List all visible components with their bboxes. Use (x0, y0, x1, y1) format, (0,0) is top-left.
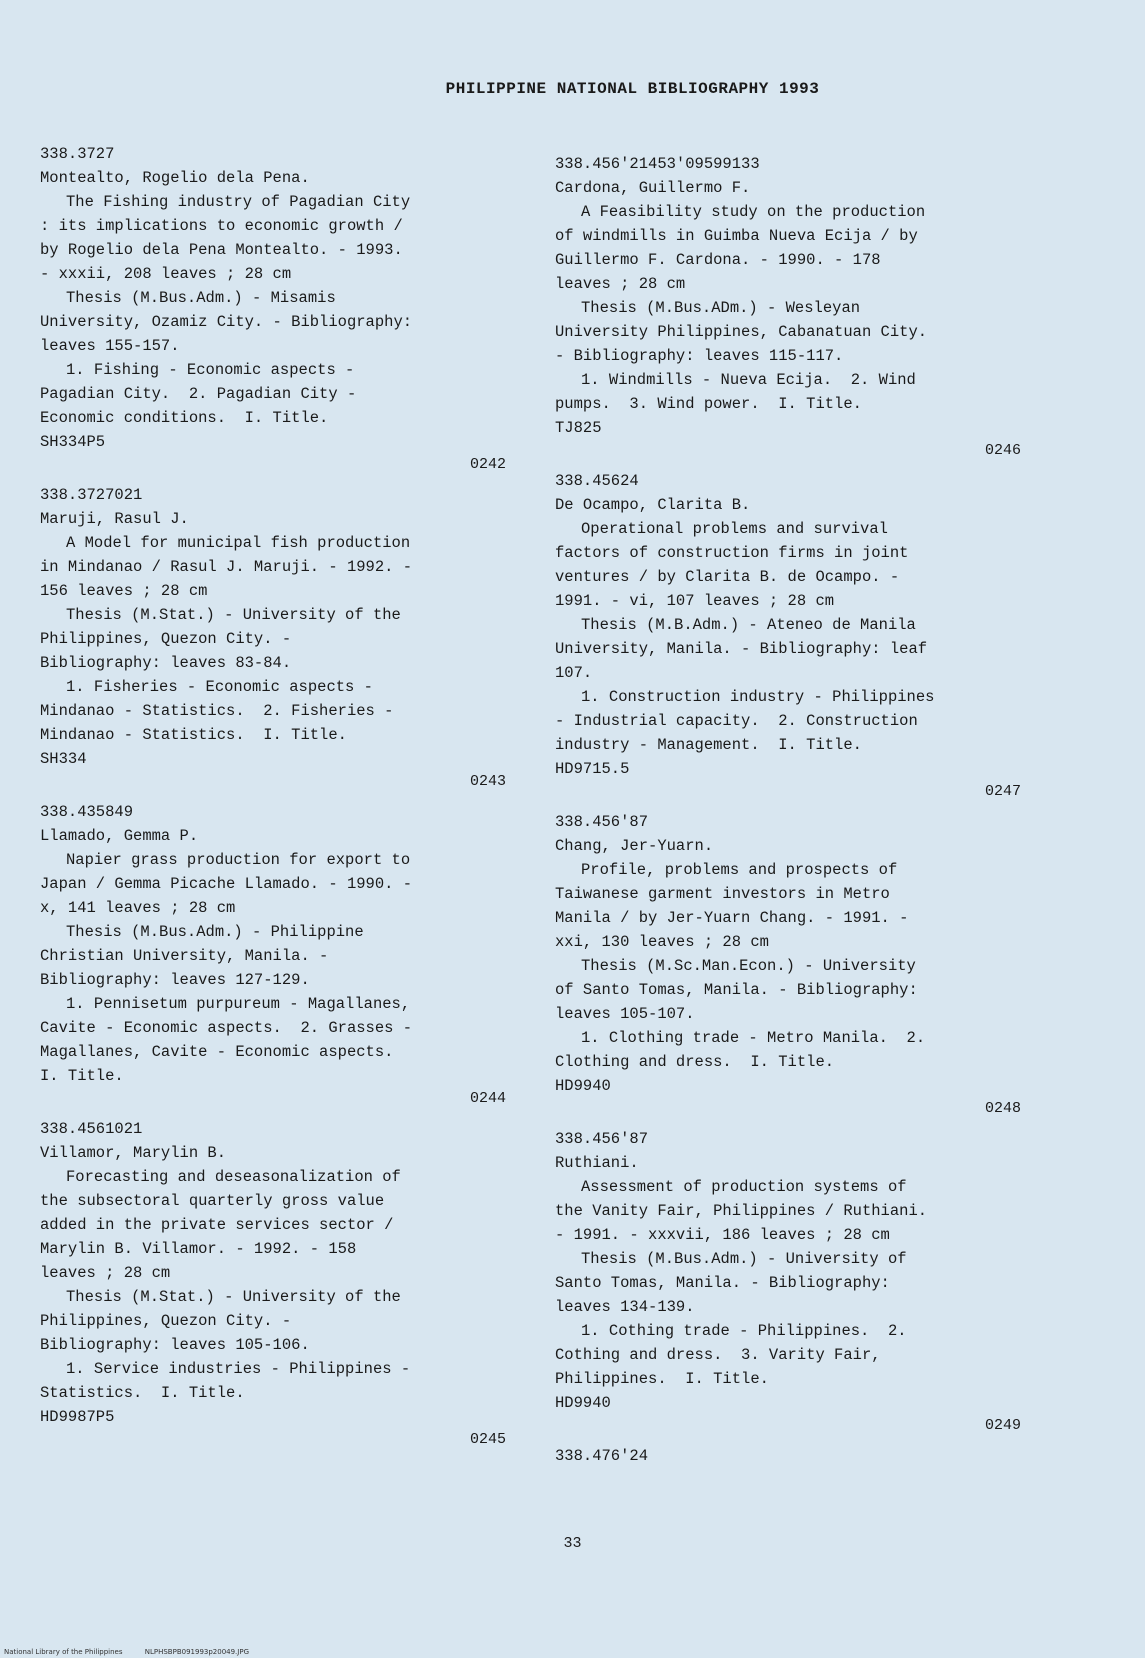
call-number: 338.3727 (40, 145, 115, 163)
page-number: 33 (563, 1535, 582, 1552)
call-number: 338.456'87 (555, 813, 649, 831)
title-statement: A Feasibility study on the production (581, 203, 926, 221)
bib-entry (555, 469, 1025, 781)
subject-tracing: pumps. 3. Wind power. I. Title. (555, 395, 862, 413)
title-statement: x, 141 leaves ; 28 cm (40, 899, 236, 917)
class-number: HD9940 (555, 1394, 611, 1412)
title-statement: Guillermo F. Cardona. - 1990. - 178 (555, 251, 881, 269)
author: Llamado, Gemma P. (40, 827, 199, 845)
title-statement: 156 leaves ; 28 cm (40, 582, 208, 600)
call-number: 338.3727021 (40, 486, 143, 504)
title-statement: Japan / Gemma Picache Llamado. - 1990. - (40, 875, 413, 893)
imprint-library: National Library of the Philippines (4, 1648, 123, 1656)
title-statement: - 1991. - xxxvii, 186 leaves ; 28 cm (555, 1226, 890, 1244)
subject-tracing: Mindanao - Statistics. 2. Fisheries - (40, 702, 394, 720)
subject-tracing: I. Title. (40, 1067, 124, 1085)
title-statement: Forecasting and deseasonalization of (66, 1168, 401, 1186)
call-number: 338.476'24 (555, 1447, 649, 1465)
subject-tracing: Economic conditions. I. Title. (40, 409, 329, 427)
thesis-note: Thesis (M.B.Adm.) - Ateneo de Manila (581, 616, 916, 634)
title-statement: added in the private services sector / (40, 1216, 394, 1234)
subject-tracing: 1. Fisheries - Economic aspects - (66, 678, 373, 696)
title-statement: Profile, problems and prospects of (581, 861, 898, 879)
title-statement: factors of construction firms in joint (555, 544, 909, 562)
author: Villamor, Marylin B. (40, 1144, 227, 1162)
thesis-note: Philippines, Quezon City. - (40, 1312, 292, 1330)
right-column (555, 152, 1025, 1468)
title-statement: by Rogelio dela Pena Montealto. - 1993. (40, 241, 403, 259)
title-statement: the subsectoral quarterly gross value (40, 1192, 385, 1210)
thesis-note: 107. (555, 664, 593, 682)
subject-tracing: Clothing and dress. I. Title. (555, 1053, 835, 1071)
call-number: 338.456'21453'09599133 (555, 155, 760, 173)
entry-number: 0246 (984, 442, 1021, 459)
thesis-note: Bibliography: leaves 105-106. (40, 1336, 310, 1354)
author: Chang, Jer-Yuarn. (555, 837, 714, 855)
class-number: HD9715.5 (555, 760, 630, 778)
subject-tracing: Cothing and dress. 3. Varity Fair, (555, 1346, 881, 1364)
title-statement: of windmills in Guimba Nueva Ecija / by (555, 227, 918, 245)
author: Cardona, Guillermo F. (555, 179, 751, 197)
title-statement: the Vanity Fair, Philippines / Ruthiani. (555, 1202, 928, 1220)
thesis-note: University Philippines, Cabanatuan City. (555, 323, 928, 341)
entry-number: 0249 (984, 1417, 1021, 1434)
thesis-note: leaves 105-107. (555, 1005, 695, 1023)
bib-entry (555, 810, 1025, 1098)
thesis-note: Thesis (M.Sc.Man.Econ.) - University (581, 957, 916, 975)
call-number: 338.435849 (40, 803, 134, 821)
title-statement: Taiwanese garment investors in Metro (555, 885, 890, 903)
title-statement: ventures / by Clarita B. de Ocampo. - (555, 568, 900, 586)
bib-entry (40, 142, 510, 454)
entry-number: 0247 (984, 783, 1021, 800)
subject-tracing: Magallanes, Cavite - Economic aspects. (40, 1043, 394, 1061)
thesis-note: Thesis (M.Stat.) - University of the (66, 606, 401, 624)
subject-tracing: Philippines. I. Title. (555, 1370, 769, 1388)
title-statement: leaves ; 28 cm (40, 1264, 171, 1282)
thesis-note: Thesis (M.Bus.Adm.) - Philippine (66, 923, 364, 941)
title-statement: : its implications to economic growth / (40, 217, 403, 235)
thesis-note: Christian University, Manila. - (40, 947, 329, 965)
subject-tracing: 1. Cothing trade - Philippines. 2. (581, 1322, 907, 1340)
thesis-note: of Santo Tomas, Manila. - Bibliography: (555, 981, 918, 999)
author: Ruthiani. (555, 1154, 639, 1172)
thesis-note: Thesis (M.Bus.Adm.) - University of (581, 1250, 907, 1268)
thesis-note: Bibliography: leaves 83-84. (40, 654, 292, 672)
subject-tracing: Statistics. I. Title. (40, 1384, 245, 1402)
thesis-note: leaves 134-139. (555, 1298, 695, 1316)
title-statement: leaves ; 28 cm (555, 275, 686, 293)
title-statement: Manila / by Jer-Yuarn Chang. - 1991. - (555, 909, 909, 927)
title-statement: Assessment of production systems of (581, 1178, 907, 1196)
entry-number: 0242 (469, 456, 506, 473)
class-number: HD9940 (555, 1077, 611, 1095)
class-number: SH334P5 (40, 433, 106, 451)
title-statement: Operational problems and survival (581, 520, 888, 538)
subject-tracing: Pagadian City. 2. Pagadian City - (40, 385, 357, 403)
class-number: HD9987P5 (40, 1408, 115, 1426)
subject-tracing: 1. Clothing trade - Metro Manila. 2. (581, 1029, 926, 1047)
thesis-note: Philippines, Quezon City. - (40, 630, 292, 648)
title-statement: The Fishing industry of Pagadian City (66, 193, 411, 211)
author: Maruji, Rasul J. (40, 510, 189, 528)
subject-tracing: 1. Windmills - Nueva Ecija. 2. Wind (581, 371, 916, 389)
bib-entry (40, 483, 510, 771)
thesis-note: University, Manila. - Bibliography: leaf (555, 640, 928, 658)
author: Montealto, Rogelio dela Pena. (40, 169, 310, 187)
subject-tracing: 1. Service industries - Philippines - (66, 1360, 411, 1378)
thesis-note: Santo Tomas, Manila. - Bibliography: (555, 1274, 890, 1292)
imprint-file: NLPHSBPB091993p20049.JPG (144, 1648, 249, 1656)
class-number: TJ825 (555, 419, 602, 437)
title-statement: 1991. - vi, 107 leaves ; 28 cm (555, 592, 835, 610)
call-number: 338.4561021 (40, 1120, 143, 1138)
subject-tracing: 1. Construction industry - Philippines (581, 688, 935, 706)
subject-tracing: 1. Pennisetum purpureum - Magallanes, (66, 995, 411, 1013)
bib-entry (555, 1127, 1025, 1415)
entry-number: 0244 (469, 1090, 506, 1107)
subject-tracing: 1. Fishing - Economic aspects - (66, 361, 355, 379)
subject-tracing: Cavite - Economic aspects. 2. Grasses - (40, 1019, 413, 1037)
call-number: 338.45624 (555, 472, 639, 490)
thesis-note: Thesis (M.Bus.Adm.) - Misamis (66, 289, 336, 307)
call-number: 338.456'87 (555, 1130, 649, 1148)
entry-number: 0248 (984, 1100, 1021, 1117)
thesis-note: leaves 155-157. (40, 337, 180, 355)
entry-number: 0245 (469, 1431, 506, 1448)
bib-entry-continued (555, 1444, 1025, 1468)
scan-imprint (4, 1648, 269, 1656)
subject-tracing: Mindanao - Statistics. I. Title. (40, 726, 347, 744)
entry-number: 0243 (469, 773, 506, 790)
thesis-note: Bibliography: leaves 127-129. (40, 971, 310, 989)
title-statement: Marylin B. Villamor. - 1992. - 158 (40, 1240, 357, 1258)
left-column (40, 142, 510, 1458)
subject-tracing: industry - Management. I. Title. (555, 736, 862, 754)
title-statement: xxi, 130 leaves ; 28 cm (555, 933, 769, 951)
class-number: SH334 (40, 750, 87, 768)
thesis-note: Thesis (M.Stat.) - University of the (66, 1288, 401, 1306)
thesis-note: - Bibliography: leaves 115-117. (555, 347, 844, 365)
subject-tracing: - Industrial capacity. 2. Construction (555, 712, 918, 730)
bib-entry (555, 152, 1025, 440)
title-statement: in Mindanao / Rasul J. Maruji. - 1992. - (40, 558, 413, 576)
thesis-note: Thesis (M.Bus.ADm.) - Wesleyan (581, 299, 861, 317)
title-statement: A Model for municipal fish production (66, 534, 411, 552)
title-statement: Napier grass production for export to (66, 851, 411, 869)
title-statement: - xxxii, 208 leaves ; 28 cm (40, 265, 292, 283)
author: De Ocampo, Clarita B. (555, 496, 751, 514)
thesis-note: University, Ozamiz City. - Bibliography: (40, 313, 413, 331)
bib-entry (40, 1117, 510, 1429)
bib-entry (40, 800, 510, 1088)
page-header: PHILIPPINE NATIONAL BIBLIOGRAPHY 1993 (445, 80, 820, 98)
